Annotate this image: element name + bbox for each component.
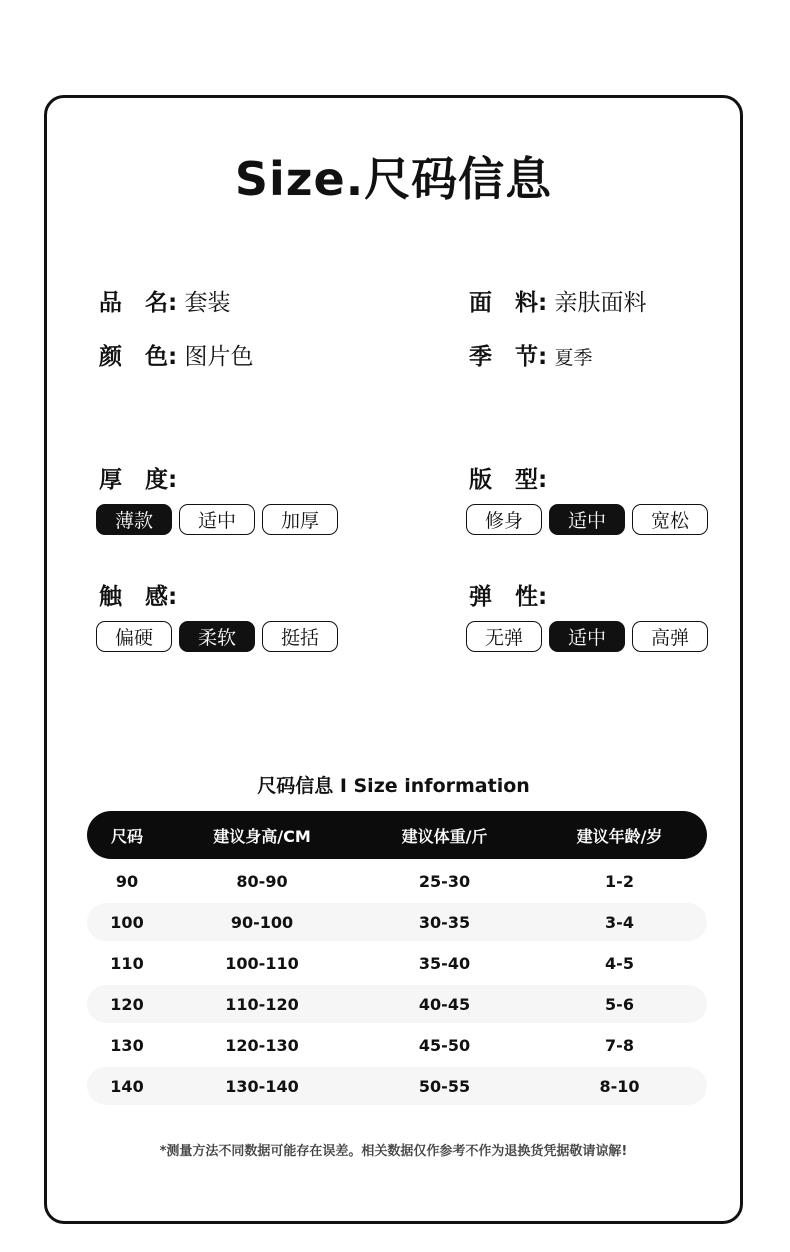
cell-size: 140 xyxy=(110,1076,144,1096)
header-weight: 建议体重/斤 xyxy=(401,826,488,846)
page-title: Size.尺码信息 xyxy=(234,152,553,206)
cell-size: 120 xyxy=(110,994,144,1014)
attr-season xyxy=(469,338,593,371)
header-size: 尺码 xyxy=(110,826,143,846)
elasticity-option[interactable]: 高弹 xyxy=(632,621,708,652)
cell-age: 1-2 xyxy=(605,871,634,891)
table-row xyxy=(87,862,707,900)
header-height: 建议身高/CM xyxy=(213,826,311,846)
table-row xyxy=(87,1067,707,1105)
attr-fabric-value: 亲肤面料 xyxy=(554,290,647,316)
table-row xyxy=(87,944,707,982)
cell-weight: 45-50 xyxy=(418,1035,471,1055)
thickness-option[interactable]: 加厚 xyxy=(262,504,338,535)
cell-weight: 30-35 xyxy=(418,912,471,932)
fit-option[interactable]: 宽松 xyxy=(632,504,708,535)
cell-weight: 35-40 xyxy=(418,953,471,973)
size-info-card xyxy=(44,95,743,1224)
header-age: 建议年龄/岁 xyxy=(576,826,663,846)
table-row xyxy=(87,985,707,1023)
fit-option[interactable]: 修身 xyxy=(466,504,542,535)
thickness-option[interactable]: 适中 xyxy=(179,504,255,535)
cell-age: 8-10 xyxy=(599,1076,640,1096)
feel-options xyxy=(96,621,338,652)
feel-option[interactable]: 柔软 xyxy=(179,621,255,652)
thickness-label: 厚 度: xyxy=(99,467,178,493)
fit-option[interactable]: 适中 xyxy=(549,504,625,535)
attr-name xyxy=(99,284,231,317)
elasticity-options xyxy=(466,621,708,652)
attr-color xyxy=(99,338,254,371)
attr-color-value: 图片色 xyxy=(184,344,254,370)
cell-age: 3-4 xyxy=(605,912,634,932)
cell-height: 110-120 xyxy=(225,994,299,1014)
cell-size: 90 xyxy=(115,871,139,891)
elasticity-option[interactable]: 适中 xyxy=(549,621,625,652)
cell-height: 120-130 xyxy=(225,1035,299,1055)
attr-season-label: 季 节: xyxy=(469,344,548,370)
size-table-title: 尺码信息 I Size information xyxy=(257,775,530,797)
cell-weight: 40-45 xyxy=(418,994,471,1014)
cell-height: 90-100 xyxy=(230,912,294,932)
elasticity-label: 弹 性: xyxy=(469,584,548,610)
attr-color-label: 颜 色: xyxy=(99,344,178,370)
attr-fabric-label: 面 料: xyxy=(469,290,548,316)
cell-size: 100 xyxy=(110,912,144,932)
attr-name-value: 套装 xyxy=(184,290,231,316)
cell-size: 110 xyxy=(110,953,144,973)
attr-fabric xyxy=(469,284,647,317)
cell-size: 130 xyxy=(110,1035,144,1055)
cell-age: 7-8 xyxy=(605,1035,634,1055)
fit-options xyxy=(466,504,708,535)
cell-height: 80-90 xyxy=(236,871,288,891)
attr-season-value: 夏季 xyxy=(554,347,593,369)
thickness-options xyxy=(96,504,338,535)
elasticity-option[interactable]: 无弹 xyxy=(466,621,542,652)
attr-name-label: 品 名: xyxy=(99,290,178,316)
cell-age: 4-5 xyxy=(605,953,634,973)
cell-weight: 25-30 xyxy=(418,871,471,891)
cell-height: 100-110 xyxy=(225,953,299,973)
disclaimer-footnote: *测量方法不同数据可能存在误差。相关数据仅作参考不作为退换货凭据敬请谅解! xyxy=(159,1144,628,1159)
cell-weight: 50-55 xyxy=(418,1076,471,1096)
feel-option[interactable]: 偏硬 xyxy=(96,621,172,652)
feel-label: 触 感: xyxy=(99,584,178,610)
feel-option[interactable]: 挺括 xyxy=(262,621,338,652)
cell-age: 5-6 xyxy=(605,994,634,1014)
size-table-header xyxy=(87,811,707,859)
size-table xyxy=(87,811,707,1105)
table-row xyxy=(87,903,707,941)
cell-height: 130-140 xyxy=(225,1076,299,1096)
fit-label: 版 型: xyxy=(469,467,548,493)
thickness-option[interactable]: 薄款 xyxy=(96,504,172,535)
table-row xyxy=(87,1026,707,1064)
